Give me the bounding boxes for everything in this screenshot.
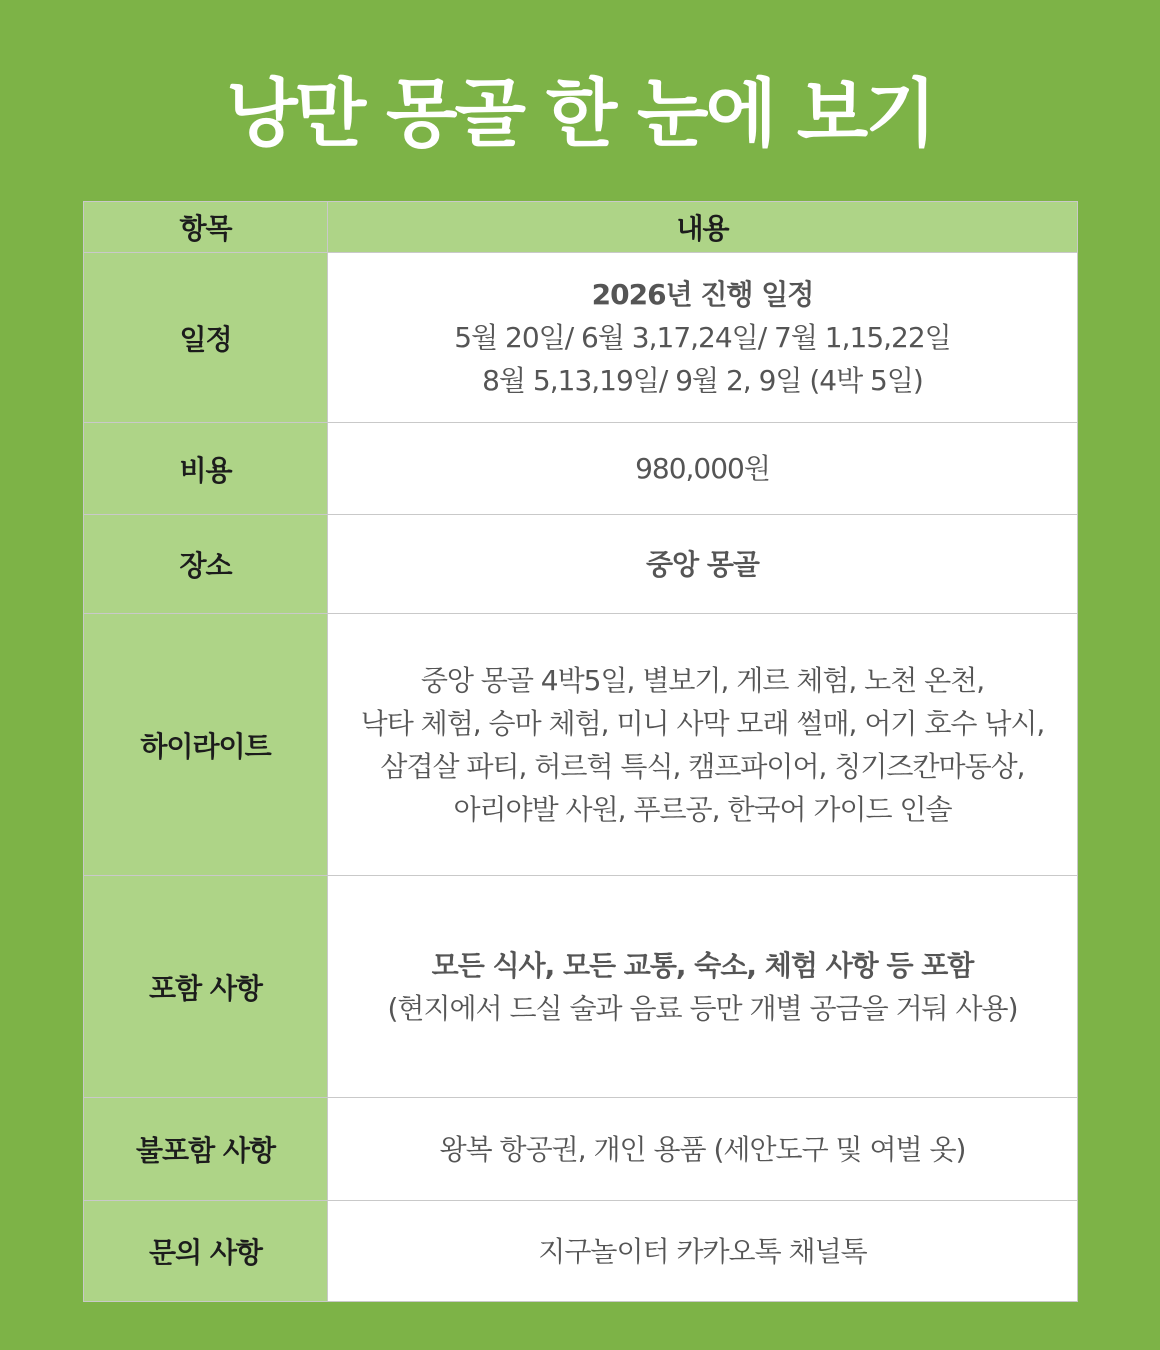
table-header-row — [84, 202, 1078, 253]
highlight-line: 중앙 몽골 4박5일, 별보기, 게르 체험, 노천 온천, — [420, 663, 985, 697]
page-title: 낭만 몽골 한 눈에 보기 — [226, 71, 934, 157]
row-content-schedule — [328, 253, 1078, 423]
included-note: (현지에서 드실 술과 음료 등만 개별 공금을 거둬 사용) — [387, 991, 1018, 1025]
schedule-heading: 2026년 진행 일정 — [591, 278, 814, 311]
row-content-cost — [328, 423, 1078, 515]
row-label-included: 포함 사항 — [84, 876, 328, 1098]
row-label-inquiry: 문의 사항 — [84, 1201, 328, 1302]
row-content-highlights — [328, 614, 1078, 876]
inquiry-value: 지구놀이터 카카오톡 채널톡 — [538, 1234, 867, 1268]
header-content: 내용 — [328, 202, 1078, 253]
row-label-schedule: 일정 — [84, 253, 328, 423]
table-row-included — [84, 876, 1078, 1098]
table-row-location — [84, 515, 1078, 614]
schedule-line: 8월 5,13,19일/ 9월 2, 9일 (4박 5일) — [482, 364, 923, 397]
row-content-inquiry — [328, 1201, 1078, 1302]
row-label-location: 장소 — [84, 515, 328, 614]
schedule-line: 5월 20일/ 6월 3,17,24일/ 7월 1,15,22일 — [454, 321, 951, 354]
excluded-value: 왕복 항공권, 개인 용품 (세안도구 및 여벌 옷) — [439, 1132, 966, 1166]
table-row-excluded — [84, 1098, 1078, 1201]
table-row-cost — [84, 423, 1078, 515]
row-content-excluded — [328, 1098, 1078, 1201]
cost-value: 980,000원 — [635, 452, 770, 485]
table-row-inquiry — [84, 1201, 1078, 1302]
row-label-cost: 비용 — [84, 423, 328, 515]
table-row-highlights — [84, 614, 1078, 876]
highlight-line: 아리야발 사원, 푸르공, 한국어 가이드 인솔 — [453, 792, 952, 826]
included-main: 모든 식사, 모든 교통, 숙소, 체험 사항 등 포함 — [431, 948, 974, 982]
row-label-excluded: 불포함 사항 — [84, 1098, 328, 1201]
location-value: 중앙 몽골 — [646, 547, 759, 581]
row-content-location — [328, 515, 1078, 614]
row-label-highlights: 하이라이트 — [84, 614, 328, 876]
highlight-line: 낙타 체험, 승마 체험, 미니 사막 모래 썰매, 어기 호수 낚시, — [360, 706, 1045, 740]
header-item: 항목 — [84, 202, 328, 253]
info-table — [83, 201, 1078, 1302]
highlight-line: 삼겹살 파티, 허르헉 특식, 캠프파이어, 칭기즈칸마동상, — [380, 749, 1025, 783]
table-row-schedule — [84, 253, 1078, 423]
row-content-included — [328, 876, 1078, 1098]
